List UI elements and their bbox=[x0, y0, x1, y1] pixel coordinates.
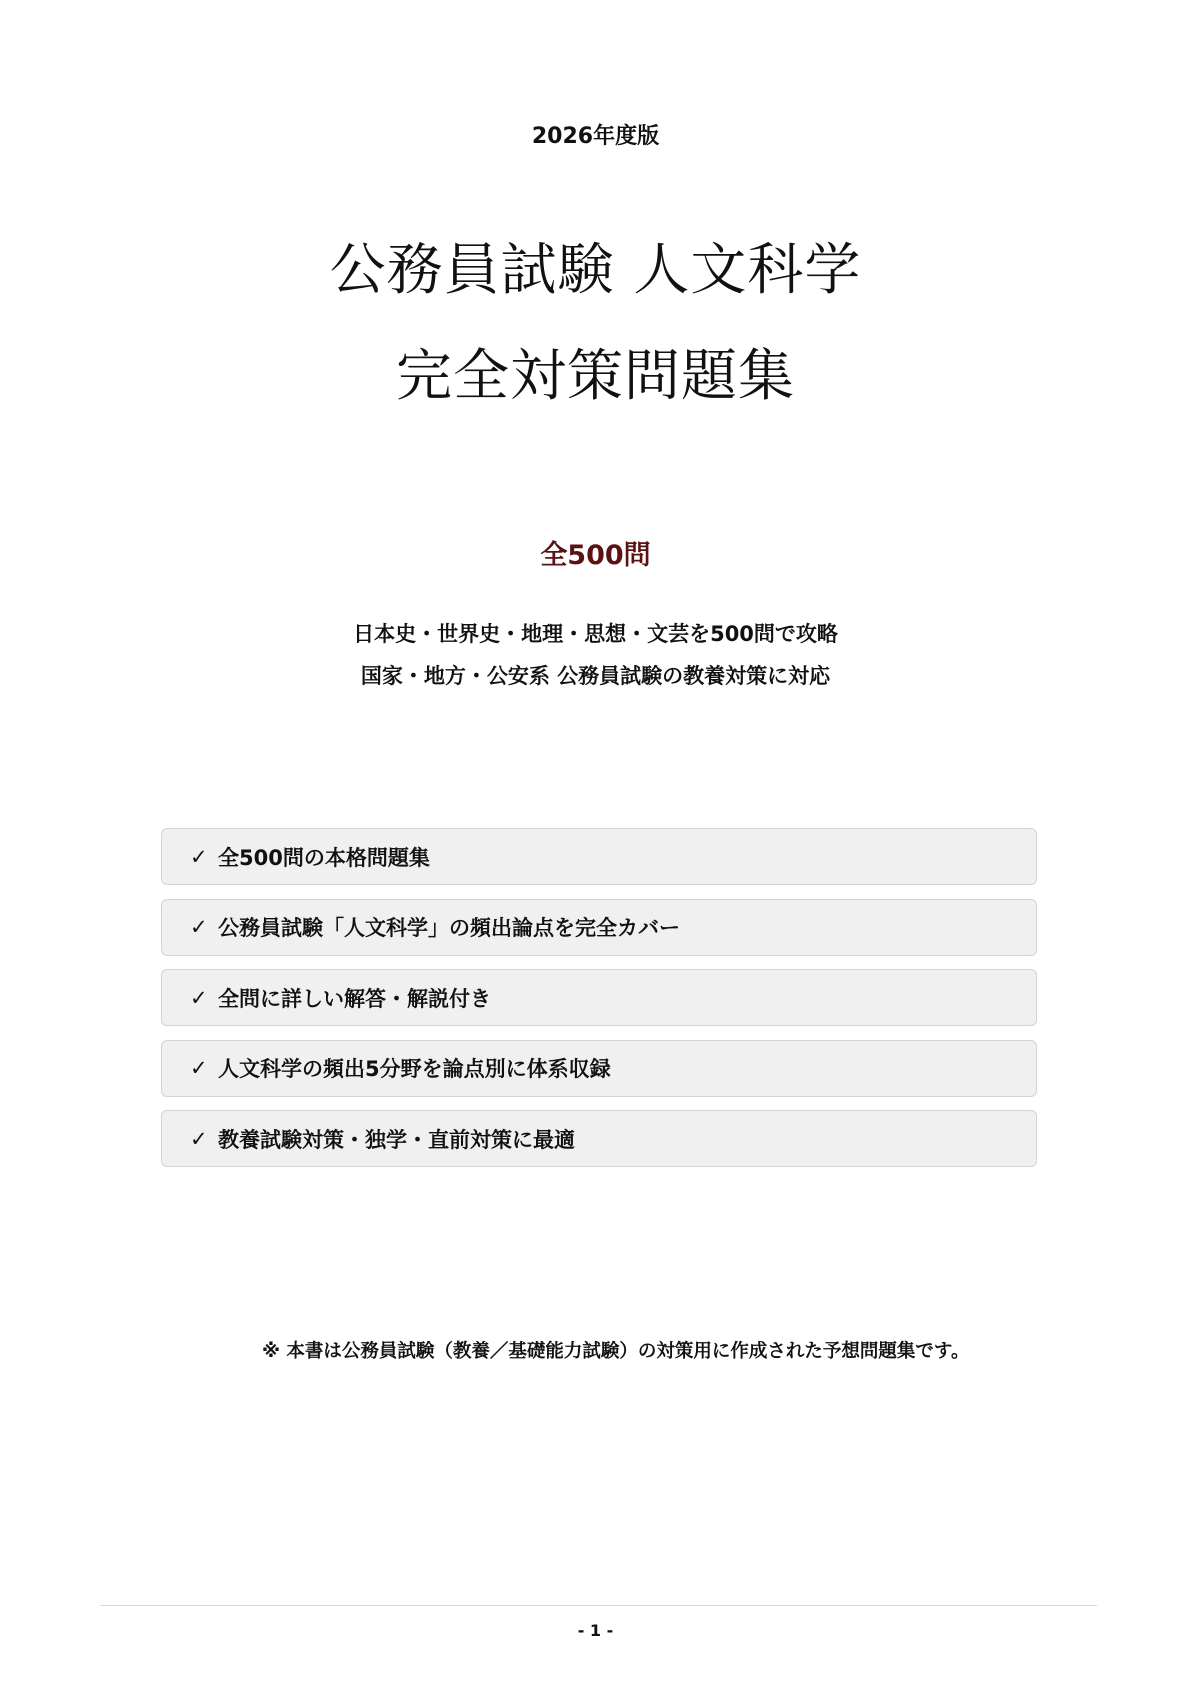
check-icon: ✓ bbox=[190, 1056, 208, 1080]
check-icon: ✓ bbox=[190, 985, 208, 1010]
subtitle-line-1: 日本史・世界史・地理・思想・文芸を500問で攻略 bbox=[353, 622, 838, 646]
feature-item-text: 人文科学の頻出5分野を論点別に体系収録 bbox=[218, 1057, 611, 1081]
subtitle-line-2: 国家・地方・公安系 公務員試験の教養対策に対応 bbox=[360, 664, 831, 688]
feature-item-text: 全500問の本格問題集 bbox=[218, 845, 430, 870]
feature-item bbox=[161, 899, 1037, 956]
check-icon: ✓ bbox=[190, 1126, 208, 1151]
page-number: - 1 - bbox=[577, 1621, 614, 1640]
edition-label: 2026年度版 bbox=[531, 124, 660, 149]
feature-item bbox=[161, 1110, 1037, 1167]
feature-item-text: 教養試験対策・独学・直前対策に最適 bbox=[218, 1127, 575, 1152]
disclaimer-note: ※ 本書は公務員試験（教養／基礎能力試験）の対策用に作成された予想問題集です。 bbox=[262, 1341, 970, 1362]
feature-item-text: 公務員試験「人文科学」の頻出論点を完全カバー bbox=[218, 916, 680, 940]
feature-item bbox=[161, 969, 1037, 1026]
check-icon: ✓ bbox=[190, 844, 208, 869]
question-count: 全500問 bbox=[540, 540, 651, 571]
feature-item-text: 全問に詳しい解答・解説付き bbox=[218, 986, 491, 1011]
feature-item bbox=[161, 1040, 1037, 1097]
footer-divider bbox=[100, 1605, 1097, 1606]
check-icon: ✓ bbox=[190, 915, 208, 939]
book-title-line-2: 完全対策問題集 bbox=[396, 344, 795, 409]
feature-list bbox=[161, 828, 1037, 1181]
feature-item bbox=[161, 828, 1037, 885]
book-title-line-1: 公務員試験 人文科学 bbox=[329, 238, 862, 303]
